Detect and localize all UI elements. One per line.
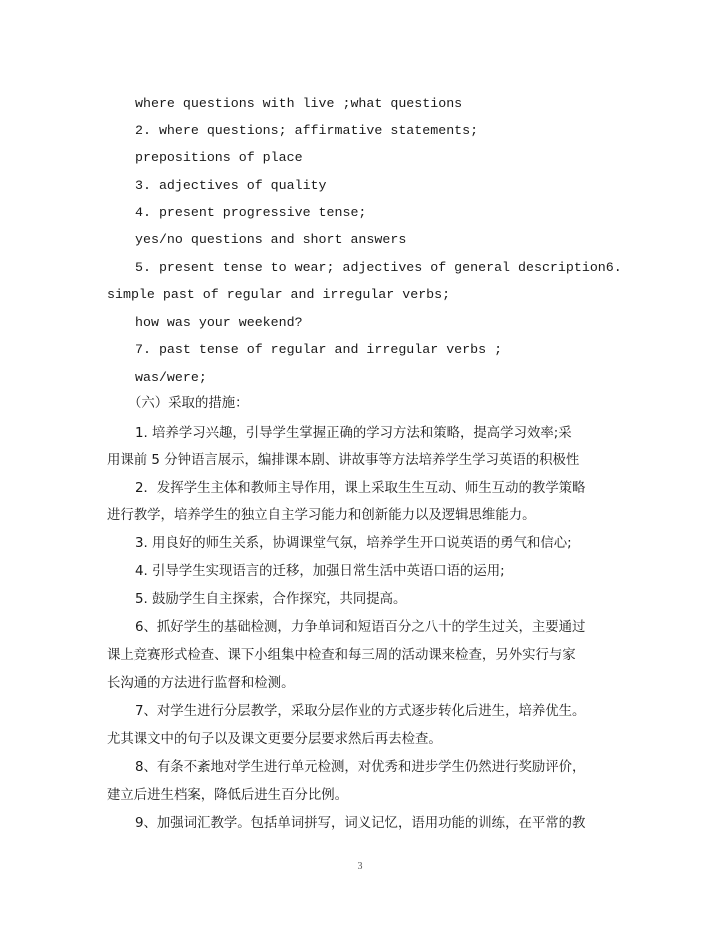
text-line: how was your weekend? (135, 315, 303, 330)
text-line: prepositions of place (135, 150, 303, 165)
text-line: 4. present progressive tense; (135, 205, 367, 220)
text-line: 3. adjectives of quality (135, 178, 327, 193)
text-line: 7、对学生进行分层教学，采取分层作业的方式逐步转化后进生，培养优生。 (135, 704, 586, 719)
text-line: 2. where questions; affirmative statements; (135, 123, 479, 138)
text-line: yes/no questions and short answers (135, 232, 407, 247)
text-line: simple past of regular and irregular verbs; (107, 287, 451, 302)
text-line: was/were; (135, 370, 207, 385)
page-number: 3 (357, 861, 363, 872)
text-line: where questions with live ;what questions (135, 96, 463, 111)
text-line: 6、抓好学生的基础检测，力争单词和短语百分之八十的学生过关，主要通过 (135, 620, 586, 635)
text-line: 1. 培养学习兴趣，引导学生掌握正确的学习方法和策略，提高学习效率;采 (135, 426, 572, 441)
text-line: 4. 引导学生实现语言的迁移，加强日常生活中英语口语的运用; (135, 564, 505, 579)
text-line: 7. past tense of regular and irregular verbs ; (135, 342, 503, 357)
text-line: 长沟通的方法进行监督和检测。 (107, 676, 295, 691)
text-line: 9、加强词汇教学。包括单词拼写，词义记忆，语用功能的训练，在平常的教 (135, 816, 586, 831)
text-line: 尤其课文中的句子以及课文更要分层要求然后再去检查。 (107, 732, 442, 747)
text-line: 5. present tense to wear; adjectives of general description6. (135, 260, 622, 275)
text-line: 用课前 5 分钟语言展示，编排课本剧、讲故事等方法培养学生学习英语的积极性 (107, 453, 580, 468)
text-line: 课上竞赛形式检查、课下小组集中检查和每三周的活动课来检查，另外实行与家 (107, 648, 576, 663)
text-line: 进行教学，培养学生的独立自主学习能力和创新能力以及逻辑思维能力。 (107, 508, 536, 523)
section-heading: （六）采取的措施： (128, 396, 249, 411)
text-line: 3. 用良好的师生关系，协调课堂气氛，培养学生开口说英语的勇气和信心; (135, 536, 572, 551)
text-line: 8、有条不紊地对学生进行单元检测，对优秀和进步学生仍然进行奖励评价， (135, 760, 586, 775)
text-line: 2．发挥学生主体和教师主导作用，课上采取生生互动、师生互动的教学策略 (135, 481, 586, 496)
text-line: 建立后进生档案，降低后进生百分比例。 (107, 788, 349, 803)
text-line: 5. 鼓励学生自主探索，合作探究，共同提高。 (135, 592, 407, 607)
